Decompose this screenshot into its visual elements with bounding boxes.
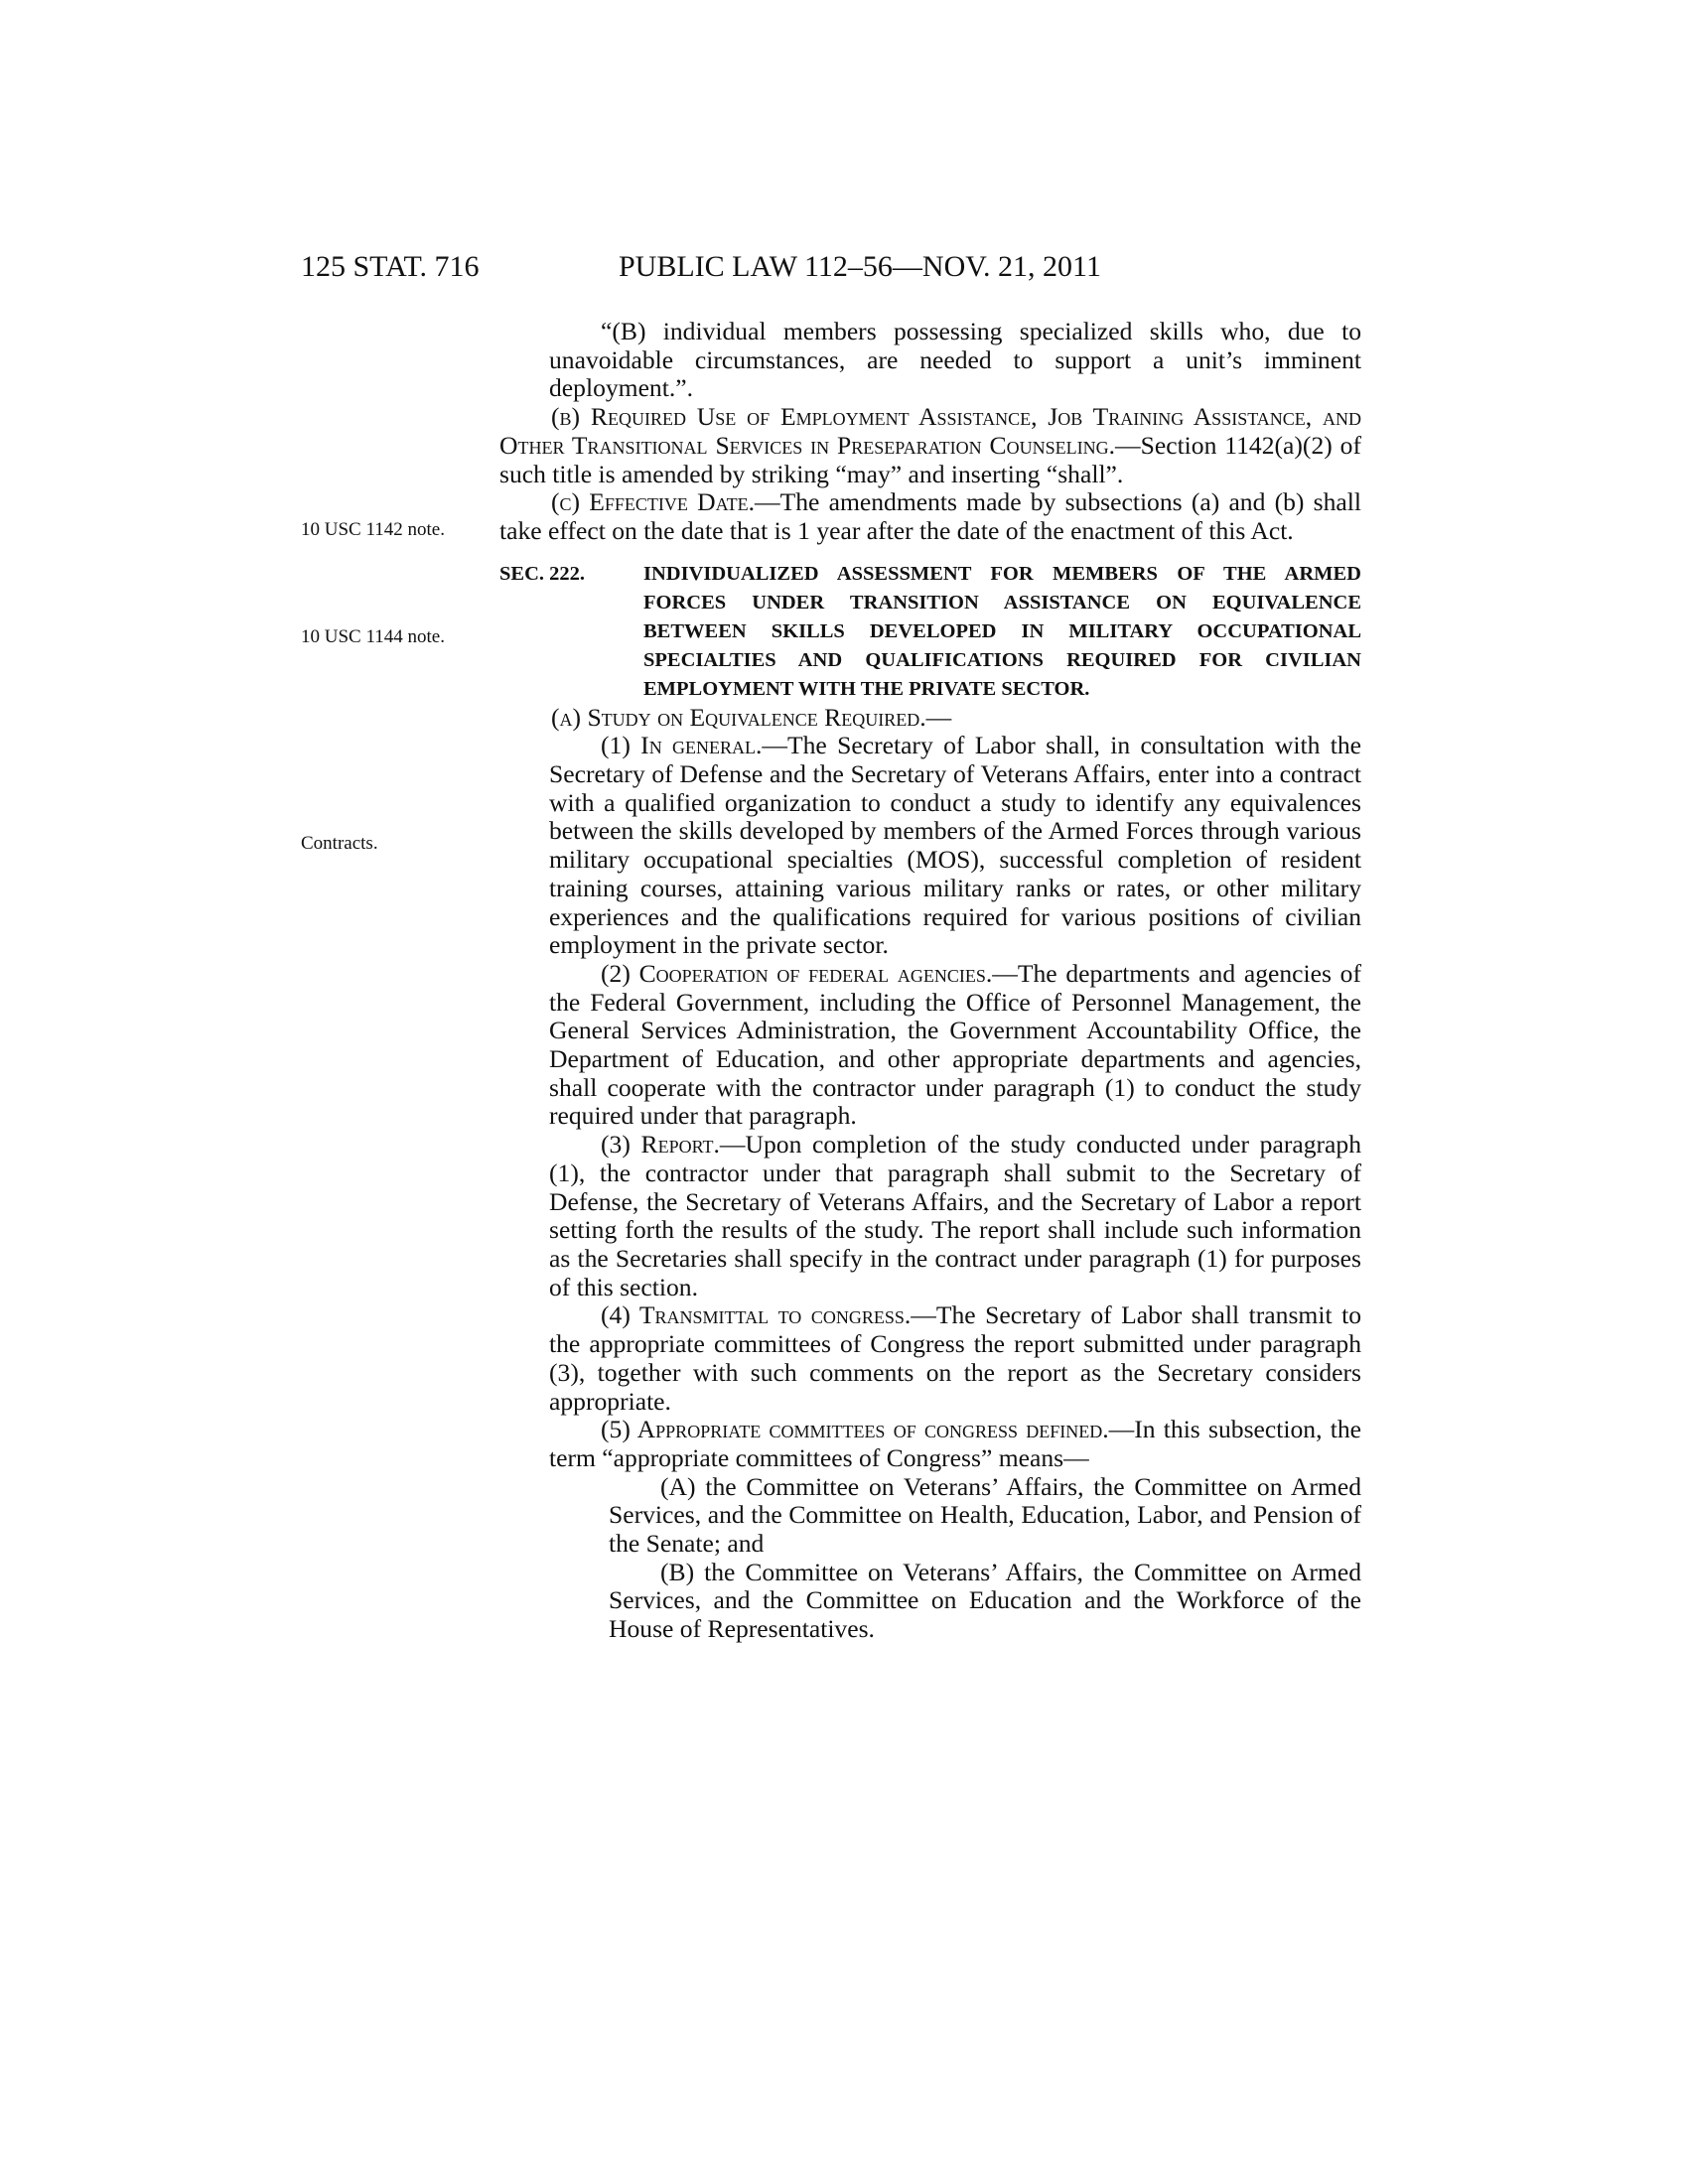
body-text-column <box>499 318 1361 1644</box>
paragraph-4 <box>499 1301 1361 1416</box>
paragraph-1-text: —The Secretary of Labor shall, in consultation with the Secretary of Defense and the Secretary of Veterans Affairs, enter into a contract with a qualified organization to conduct a study to identify any equivalences between the skills developed by members of the Armed Forces through various military occupational specialties (MOS), successful completion of resident training courses, attaining various military ranks or rates, or other military experiences and the qualifications required for various positions of civilian employment in the private sector. <box>549 731 1361 960</box>
margin-note-10-usc-1142: 10 USC 1142 note. <box>301 519 445 540</box>
paragraph-5-text: —In this subsection, the term “appropriate committees of Congress” means— <box>549 1415 1361 1472</box>
paragraph-5 <box>499 1416 1361 1472</box>
paragraph-3-text: —Upon completion of the study conducted under paragraph (1), the contractor under that paragraph shall submit to the Secretary of Defense, the Secretary of Veterans Affairs, and the Secretary of Labor a report setting forth the results of the study. The report shall include such information as the Secretaries shall specify in the contract under paragraph (1) for purposes of this section. <box>549 1130 1361 1301</box>
subparagraph-B: (B) the Committee on Veterans’ Affairs, the Committee on Armed Services, and the Committee on Education and the Workforce of the House of Representatives. <box>609 1557 1361 1644</box>
paragraph-5-heading: (5) Appropriate committees of congress defined. <box>601 1415 1109 1444</box>
subsection-a-heading: (a) Study on Equivalence Required.— <box>551 702 952 732</box>
paragraph-3-heading: (3) Report. <box>601 1130 720 1160</box>
subsection-c-text: —The amendments made by subsections (a) and (b) shall take effect on the date that is 1 year after the date of the enactment of this Act. <box>499 487 1361 545</box>
subsection-c-heading: (c) Effective Date. <box>551 487 755 517</box>
paragraph-4-text: —The Secretary of Labor shall transmit to the appropriate committees of Congress the report submitted under paragraph (3), together with such comments on the report as the Secretary considers appropriate. <box>549 1300 1361 1416</box>
paragraph-1-heading: (1) In general. <box>601 731 763 760</box>
paragraph-4-heading: (4) Transmittal to congress. <box>601 1300 912 1330</box>
statute-page-number: 125 STAT. 716 <box>301 250 480 283</box>
margin-note-10-usc-1144: 10 USC 1144 note. <box>301 626 445 647</box>
subsection-b-heading: (b) Required Use of Employment Assistance, Job Training Assistance, and Other Transitional Services in Preseparation Counseling. <box>499 402 1361 460</box>
section-title: INDIVIDUALIZED ASSESSMENT FOR MEMBERS OF THE ARMED FORCES UNDER TRANSITION ASSISTANCE ON EQUIVALENCE BETWEEN SKILLS DEVELOPED IN MILITARY OCCUPATIONAL SPECIALTIES AND QUALIFICATIONS REQUIRED FOR CIVILIAN EMPLOYMENT WITH THE PRIVATE SECTOR. <box>643 562 1361 700</box>
paragraph-1 <box>499 732 1361 960</box>
subsection-b-text: —Section 1142(a)(2) of such title is amended by striking “may” and inserting “shall”. <box>499 430 1361 488</box>
subparagraph-A: (A) the Committee on Veterans’ Affairs, the Committee on Armed Services, and the Committee on Health, Education, Labor, and Pension of the Senate; and <box>609 1471 1361 1559</box>
section-222-heading <box>499 560 1361 704</box>
public-law-header: PUBLIC LAW 112–56—NOV. 21, 2011 <box>619 250 1101 283</box>
subsection-c <box>499 488 1361 545</box>
paragraph-2-heading: (2) Cooperation of federal agencies. <box>601 958 993 988</box>
paragraph-2-text: —The departments and agencies of the Federal Government, including the Office of Personnel Management, the General Services Administration, the Government Accountability Office, the Department of Education, and other appropriate departments and agencies, shall cooperate with the contractor under paragraph (1) to conduct the study required under that paragraph. <box>549 958 1362 1131</box>
section-number: SEC. 222. <box>499 562 586 585</box>
margin-note-contracts: Contracts. <box>301 833 378 854</box>
paragraph-2 <box>499 960 1361 1131</box>
paragraph-b-individual-members: “(B) individual members possessing specialized skills who, due to unavoidable circumstances, are needed to support a unit’s imminent deployment.”. <box>549 317 1361 403</box>
paragraph-3 <box>499 1131 1361 1301</box>
subsection-b <box>499 403 1361 488</box>
